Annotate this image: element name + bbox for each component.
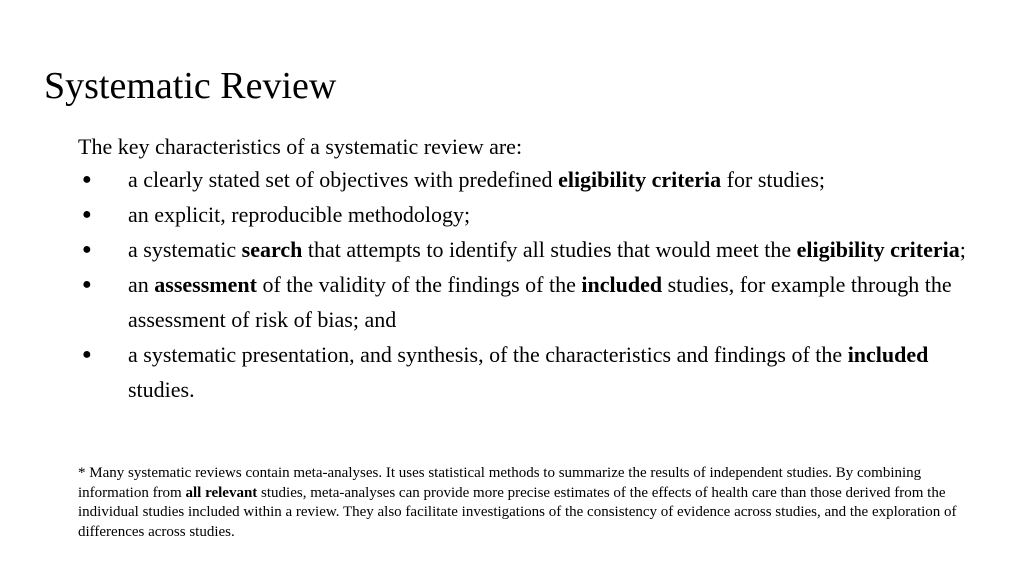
text-segment: * Many systematic reviews contain meta-analyses. It uses statistical methods to summarize the results of independent studies. By combining information from [78,465,922,501]
bullet-icon: ● [82,346,92,363]
text-segment: a systematic presentation, and synthesis, of the characteristics and findings of the [128,342,848,367]
text-segment: an [128,272,155,297]
bold-text-segment: eligibility criteria [558,167,722,192]
bullet-icon: ● [82,241,92,258]
list-item [78,162,988,197]
text-segment: ; [959,237,966,262]
text-segment: for studies; [721,167,826,192]
characteristics-list [78,162,988,407]
list-item [78,267,988,337]
bold-text-segment: assessment [154,272,257,297]
bold-text-segment: all relevant [185,484,258,501]
slide-body [78,132,988,407]
text-segment: a systematic [128,237,242,262]
list-item [78,232,988,267]
bold-text-segment: included [581,272,663,297]
slide-title: Systematic Review [44,65,337,107]
list-item [78,197,988,232]
bullet-icon: ● [82,276,92,293]
text-segment: studies, meta-analyses can provide more precise estimates of the effects of health care than those derived from the individual studies included within a review. They also facilitate investigations of the consistency of evidence across studies, and the exploration of differences across studies. [78,484,957,540]
text-segment: an explicit, reproducible methodology; [128,202,471,227]
text-segment: of the validity of the findings of the [256,272,582,297]
bullet-icon: ● [82,171,92,188]
intro-text: The key characteristics of a systematic review are: [78,134,523,159]
text-segment: that attempts to identify all studies that would meet the [302,237,797,262]
text-segment: studies. [128,377,195,402]
bold-text-segment: included [847,342,929,367]
list-item [78,337,988,407]
footnote [78,464,978,542]
bullet-icon: ● [82,206,92,223]
text-segment: a clearly stated set of objectives with predefined [128,167,559,192]
bold-text-segment: eligibility criteria [796,237,960,262]
text-segment: studies, for example through the assessment of risk of bias; and [128,272,952,332]
bold-text-segment: search [241,237,303,262]
